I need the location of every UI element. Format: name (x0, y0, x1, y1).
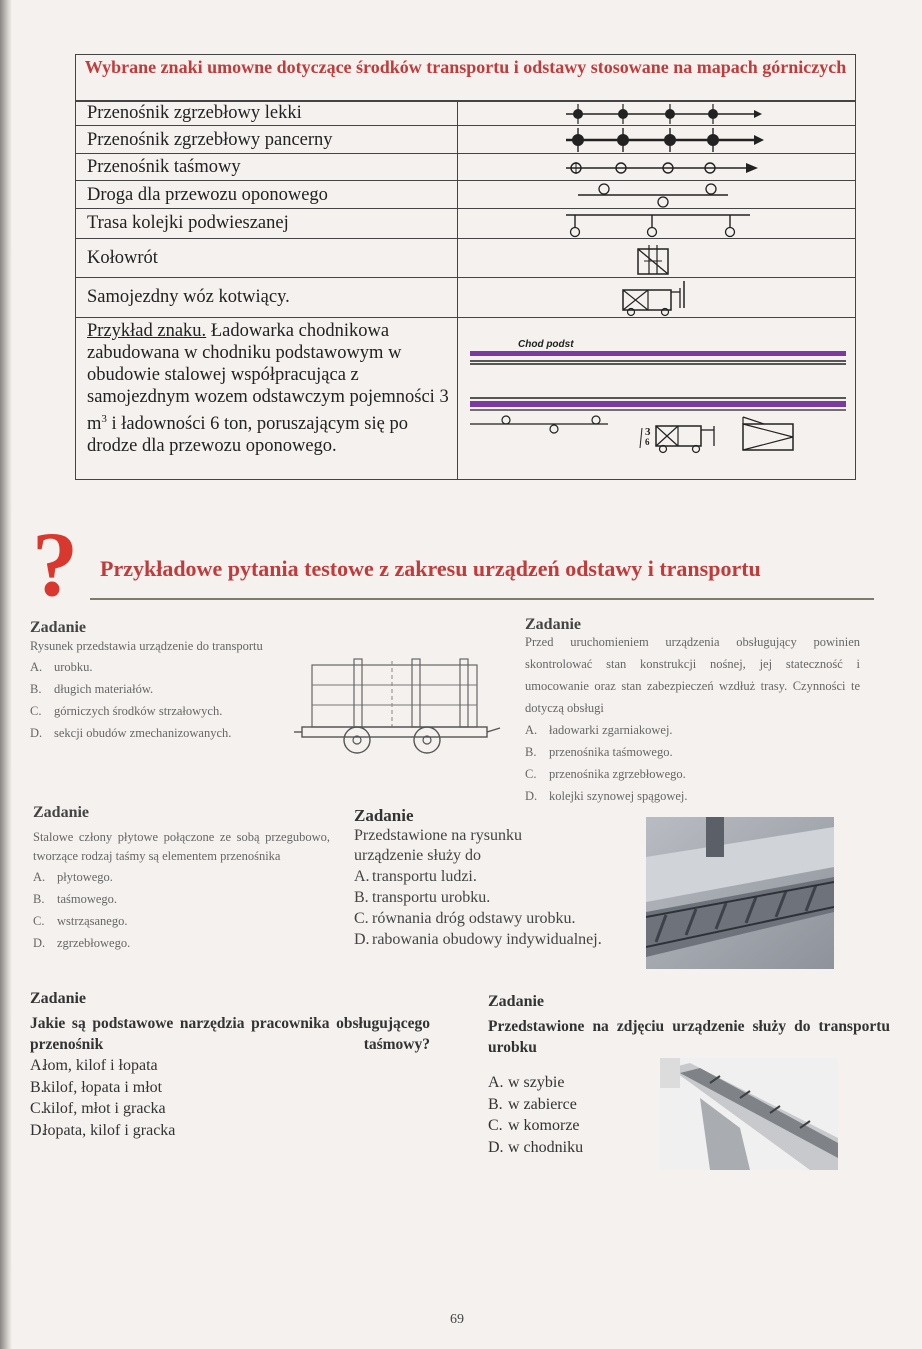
legend-example-row (76, 317, 855, 480)
example-symbol (458, 318, 855, 480)
legend-row (76, 101, 855, 126)
legend-row-label: Droga dla przewozu oponowego (76, 181, 458, 209)
question-option[interactable]: B. długich materiałów. (30, 682, 154, 696)
question-5 (30, 990, 435, 1141)
bolting-vehicle-symbol (458, 278, 855, 318)
question-option[interactable]: C. przenośnika zgrzebłowego. (525, 767, 686, 781)
armored-scraper-conveyor-symbol (458, 126, 855, 154)
question-option[interactable]: A. płytowego. (33, 870, 113, 884)
material-cart-drawing (292, 655, 502, 760)
question-3 (33, 804, 330, 954)
legend-row-label: Samojezdny wóz kotwiący. (76, 278, 458, 318)
plate-conveyor-photo (646, 817, 834, 969)
light-scraper-conveyor-symbol (458, 102, 855, 126)
question-stem: Przedstawione na rysunku urządzenie służy do (354, 827, 522, 864)
question-option[interactable]: D. sekcji obudów zmechanizowanych. (30, 726, 232, 740)
question-heading: Zadanie (488, 993, 545, 1010)
legend-row (76, 208, 855, 239)
question-option[interactable]: C.kilof, młot i gracka (30, 1100, 166, 1117)
question-option[interactable]: B. transportu urobku. (354, 889, 491, 906)
legend-table (75, 54, 856, 480)
question-option[interactable]: B. taśmowego. (33, 892, 118, 906)
question-option[interactable]: D. zgrzebłowego. (33, 936, 131, 950)
capacity-bottom: 6 (645, 437, 650, 447)
question-stem: Stalowe człony płytowe połączone ze sobą przegubowo, tworzące rodzaj taśmy są elementem przenośnika (33, 830, 330, 863)
legend-row (76, 238, 855, 278)
question-heading: Zadanie (525, 616, 582, 633)
capacity-top: 3 (645, 426, 651, 438)
legend-row (76, 180, 855, 209)
question-heading: Zadanie (30, 990, 87, 1007)
section-divider (90, 598, 874, 600)
legend-row (76, 125, 855, 154)
legend-row-label: Przenośnik taśmowy (76, 154, 458, 181)
legend-row-label: Przenośnik zgrzebłowy pancerny (76, 126, 458, 154)
question-option[interactable]: A. w szybie (488, 1074, 565, 1091)
question-option[interactable]: C. wstrząsanego. (33, 914, 128, 928)
question-4 (354, 806, 654, 950)
question-option[interactable]: B.kilof, łopata i młot (30, 1078, 163, 1096)
question-option[interactable]: D. kolejki szynowej spągowej. (525, 789, 688, 803)
legend-row (76, 277, 855, 318)
legend-row-label: Przenośnik zgrzebłowy lekki (76, 102, 458, 126)
question-option[interactable]: B. przenośnika taśmowego. (525, 745, 673, 759)
question-heading: Zadanie (33, 804, 90, 821)
question-stem: Przedstawione na zdjęciu urządzenie służy do transportu urobku (488, 1018, 890, 1056)
question-heading: Zadanie (30, 619, 87, 636)
question-heading: Zadanie (354, 806, 414, 825)
section-title: Przykładowe pytania testowe z zakresu urządzeń odstawy i transportu (100, 556, 761, 581)
question-option[interactable]: A.łom, kilof i łopata (30, 1057, 158, 1074)
winch-symbol (458, 239, 855, 278)
question-option[interactable]: C. górniczych środków strzałowych. (30, 704, 223, 718)
belt-conveyor-symbol (458, 154, 855, 181)
question-stem: Rysunek przedstawia urządzenie do transportu (30, 639, 263, 653)
example-superscript: 3 (101, 413, 107, 425)
question-option[interactable]: C. równania dróg odstawy urobku. (354, 910, 576, 927)
page-shadow-edge (0, 0, 12, 1349)
tyre-haulage-road-symbol (458, 181, 855, 209)
example-text-1: Ładowarka chodnikowa zabudowana w chodniku podstawowym w obudowie stalowej współpracująca z samojezdnym wozem odstawczym pojemności 3 m (87, 321, 449, 435)
example-lead: Przykład znaku. (87, 321, 207, 341)
question-stem: Jakie są podstawowe narzędzia pracownika obsługującego przenośnik taśmowy? (30, 1015, 430, 1053)
legend-row-label: Kołowrót (76, 239, 458, 278)
question-option[interactable]: C. w komorze (488, 1117, 580, 1134)
question-option[interactable]: D.łopata, kilof i gracka (30, 1121, 176, 1139)
question-option[interactable]: A. ładowarki zgarniakowej. (525, 723, 673, 737)
question-option[interactable]: B. w zabierce (488, 1095, 577, 1113)
question-mark-icon: ? (32, 513, 78, 615)
question-option[interactable]: D. w chodniku (488, 1138, 584, 1156)
drift-label: Chod podst (518, 339, 574, 350)
suspended-railway-symbol (458, 209, 855, 239)
question-option[interactable]: A. transportu ludzi. (354, 868, 477, 885)
question-option[interactable]: A. urobku. (30, 660, 93, 674)
legend-row-label: Trasa kolejki podwieszanej (76, 209, 458, 239)
legend-row (76, 153, 855, 181)
question-option[interactable]: D. rabowania obudowy indywidualnej. (354, 931, 602, 948)
question-1 (30, 619, 330, 744)
page-number: 69 (450, 1312, 464, 1327)
question-stem: Przed uruchomieniem urządzenia obsługujący powinien skontrolować stan konstrukcji nośnej, jej stateczność i umocowanie oraz stan zabezpieczeń wzdłuż trasy. Czynności te dotyczą obsługi (525, 635, 860, 715)
question-2 (525, 616, 860, 807)
example-text-2: i ładowności 6 ton, poruszającym się po drodze dla przewozu oponowego. (87, 414, 408, 457)
legend-title: Wybrane znaki umowne dotyczące środków transportu i odstawy stosowane na mapach górniczych (76, 55, 855, 101)
example-description (76, 318, 458, 480)
chute-conveyor-photo (660, 1058, 838, 1170)
